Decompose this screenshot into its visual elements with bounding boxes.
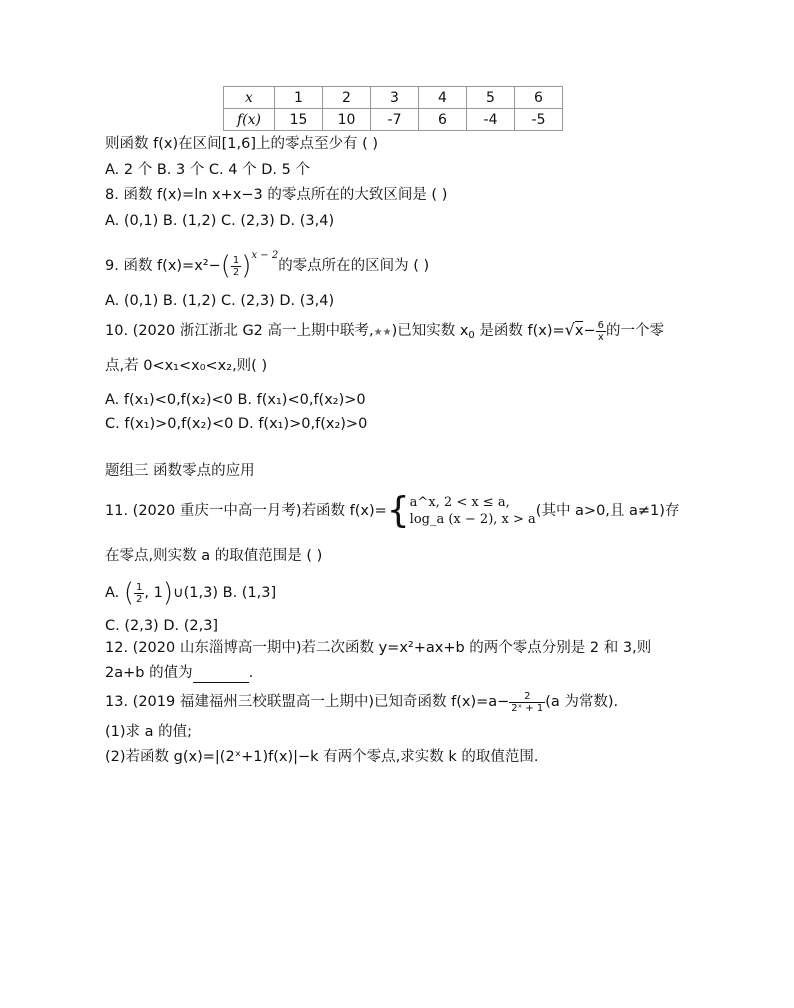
table-cell: x [224, 87, 275, 109]
table-cell: f(x) [224, 109, 275, 131]
q10-fraction [596, 320, 606, 343]
q13-suffix: (a 为常数). [545, 694, 619, 710]
table-cell: 5 [467, 87, 515, 109]
table-row [224, 109, 563, 131]
case-line: log_a (x − 2), x > a [409, 512, 536, 527]
table-cell: 1 [275, 87, 323, 109]
q11-suffix: (其中 a>0,且 a≠1)存 [535, 503, 680, 519]
fraction-denominator: 2 [232, 266, 240, 278]
q7-stem: 则函数 f(x)在区间[1,6]上的零点至少有 ( ) [105, 136, 379, 152]
q12-text: 2a+b 的值为 [105, 665, 193, 681]
period: . [248, 665, 254, 681]
q9-suffix: 的零点所在的区间为 ( ) [278, 258, 430, 274]
table-cell: 6 [515, 87, 563, 109]
fraction-numerator: 6 [597, 319, 604, 331]
table-cell: -5 [515, 109, 563, 131]
q13-stem [105, 688, 618, 716]
q10-line2: 点,若 0<x₁<x₀<x₂,则( ) [105, 358, 268, 374]
q10-text: )已知实数 x [391, 323, 469, 339]
q10-function: 是函数 f(x)= [474, 323, 565, 339]
q9-prefix: 9. 函数 f(x)=x²− [105, 258, 221, 274]
q7-options: A. 2 个 B. 3 个 C. 4 个 D. 5 个 [105, 162, 310, 178]
table-cell: 15 [275, 109, 323, 131]
difficulty-stars-icon: ★★ [373, 327, 392, 338]
q9-options: A. (0,1) B. (1,2) C. (2,3) D. (3,4) [105, 293, 335, 309]
right-paren: ) [241, 251, 252, 281]
q10-options-ab: A. f(x₁)<0,f(x₂)<0 B. f(x₁)<0,f(x₂)>0 [105, 392, 366, 408]
case-line: a^x, 2 < x ≤ a, [409, 495, 510, 510]
fraction-numerator: 1 [136, 581, 143, 593]
fraction-denominator: 2 [136, 593, 143, 605]
fraction-numerator: 2 [509, 691, 545, 703]
table-cell: 6 [419, 109, 467, 131]
q11-cases [410, 494, 536, 528]
q10-tail: 的一个零 [606, 323, 664, 339]
q10-source: 10. (2020 浙江浙北 G2 高一上期中联考, [105, 323, 374, 339]
q11-fraction [134, 582, 144, 605]
table-cell: -7 [371, 109, 419, 131]
q9-fraction [231, 255, 241, 278]
table-cell: -4 [467, 109, 515, 131]
fraction-numerator: 1 [232, 254, 240, 266]
option-letter: A. [105, 585, 124, 601]
q11-options-cd: C. (2,3) D. (2,3] [105, 618, 219, 634]
right-paren: ) [162, 578, 174, 608]
q13-fraction [509, 691, 545, 714]
q11-options-ab [105, 578, 276, 608]
q13-part1: (1)求 a 的值; [105, 724, 193, 740]
sqrt-icon: √ [564, 320, 575, 339]
q11-stem [105, 490, 680, 531]
table-cell: 4 [419, 87, 467, 109]
q12-line1: 12. (2020 山东淄博高一期中)若二次函数 y=x²+ax+b 的两个零点分别是 2 和 3,则 [105, 640, 652, 656]
table-row [224, 87, 563, 109]
section-title: 题组三 函数零点的应用 [105, 463, 255, 479]
q9-exponent: x − 2 [251, 250, 279, 261]
q9-stem [105, 241, 429, 281]
q8-stem: 8. 函数 f(x)=ln x+x−3 的零点所在的大致区间是 ( ) [105, 187, 448, 203]
q13-part2: (2)若函数 g(x)=|(2ˣ+1)f(x)|−k 有两个零点,求实数 k 的取值范围. [105, 749, 539, 765]
subscript: 0 [468, 330, 475, 341]
q8-options: A. (0,1) B. (1,2) C. (2,3) D. (3,4) [105, 213, 335, 229]
values-table [223, 86, 563, 131]
q10-options-cd: C. f(x₁)>0,f(x₂)<0 D. f(x₁)>0,f(x₂)>0 [105, 416, 368, 432]
q13-prefix: 13. (2019 福建福州三校联盟高一上期中)已知奇函数 f(x)=a− [105, 694, 510, 710]
interval-end: , 1 [144, 585, 163, 601]
q11-line2: 在零点,则实数 a 的取值范围是 ( ) [105, 548, 323, 564]
table-cell: 10 [323, 109, 371, 131]
fraction-denominator: x [597, 331, 604, 343]
q11-options-tail: ∪(1,3) B. (1,3] [173, 585, 277, 601]
sqrt-radicand: x [574, 323, 584, 339]
answer-blank[interactable] [193, 666, 249, 683]
minus-sign: − [583, 323, 596, 339]
q11-prefix: 11. (2020 重庆一中高一月考)若函数 f(x)= [105, 503, 387, 519]
left-paren: ( [220, 251, 231, 281]
fraction-denominator: 2ˣ + 1 [511, 702, 544, 714]
left-paren: ( [123, 578, 135, 608]
left-brace-icon: { [386, 490, 410, 531]
table-cell: 2 [323, 87, 371, 109]
q10-stem [105, 317, 664, 349]
table-cell: 3 [371, 87, 419, 109]
q12-line2 [105, 663, 253, 683]
